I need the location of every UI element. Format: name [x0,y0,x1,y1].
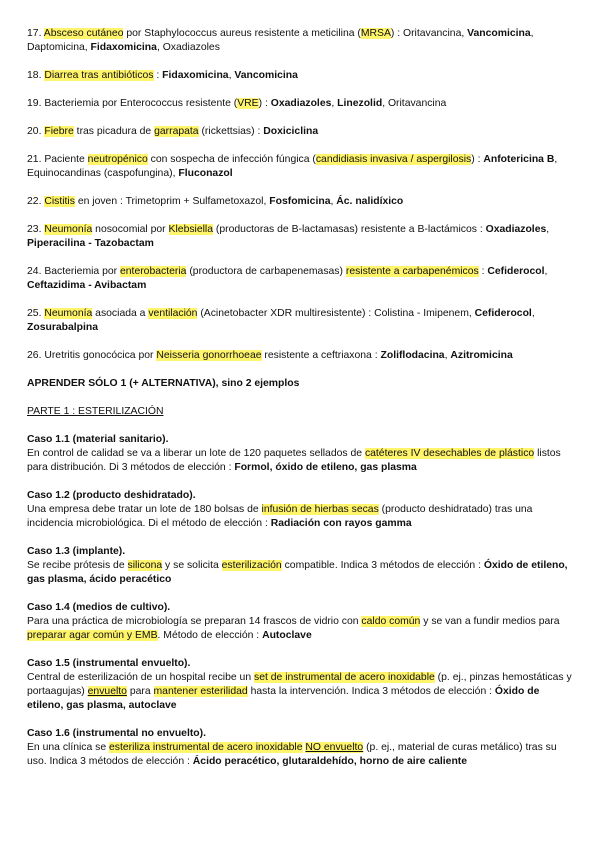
bold-answer: Fidaxomicina [162,70,229,81]
bold-answer: Vancomicina [234,70,298,81]
text-run: para [126,686,154,697]
case-title: Caso 1.3 (implante). [27,546,126,557]
text-run: (p. ej., pinzas hemostáticas y portaagujas) [27,672,572,697]
bold-answer: Linezolid [337,98,383,109]
bold-answer: Anfotericina B [483,154,555,165]
highlighted-text: candidiasis invasiva / aspergilosis [315,154,472,165]
case-body [27,741,575,769]
text-run: listos para distribución. Di 3 métodos de elección : [27,448,561,473]
text-run: por Staphylococcus aureus resistente a meticilina ( [123,28,361,39]
antibiotic-list [27,27,575,363]
text-run: , [228,70,235,81]
item-number: 23 [27,224,39,235]
bold-answer: Zosurabalpina [27,322,99,333]
bold-answer: Piperacilina - Tazobactam [27,238,154,249]
highlighted-text: resistente a carbapenémicos [345,266,479,277]
text-run: (rickettsias) : [198,126,264,137]
highlighted-text: silicona [127,560,163,571]
case-title: Caso 1.4 (medios de cultivo). [27,602,171,613]
text-run: , Equinocandinas (caspofungina), [27,154,558,179]
text-run: (Acinetobacter XDR multiresistente) : Colistina - Imipenem, [197,308,475,319]
text-run: . Método de elección : [157,630,263,641]
bold-answer: Radiación con rayos gamma [270,518,412,529]
item-number: 18 [27,70,39,81]
highlighted-text: Neisseria gonorrhoeae [156,350,262,361]
text-run: : [153,70,163,81]
highlighted-text: esteriliza instrumental de acero inoxidable [109,742,303,753]
text-run: con sospecha de infección fúngica ( [147,154,316,165]
bold-answer: Zoliflodacina [380,350,445,361]
text-run: Una empresa debe tratar un lote de 180 bolsas de [27,504,262,515]
case-title: Caso 1.5 (instrumental envuelto). [27,658,191,669]
text-run: , [546,224,550,235]
bold-answer: Fidaxomicina [90,42,157,53]
highlighted-text: enterobacteria [120,266,187,277]
highlighted-text: catéteres IV desechables de plástico [364,448,535,459]
part-title: PARTE 1 : ESTERILIZACIÓN [27,406,164,417]
text-run: , [331,98,338,109]
text-run: : [478,266,488,277]
highlighted-text: caldo común [361,616,421,627]
highlighted-text: Fiebre [44,126,74,137]
text-run: Se recibe prótesis de [27,560,128,571]
item-number: 24 [27,266,39,277]
list-item: 17. Absceso cutáneo por Staphylococcus aureus resistente a meticilina (MRSA) : Oritavancina, Vancomicina, Daptomicina, Fidaxomicina, Oxadiazoles [27,28,534,53]
bold-answer: Autoclave [262,630,312,641]
case-block [27,727,575,769]
highlighted-text: NO envuelto [305,742,364,753]
case-body [27,615,575,643]
case-title: Caso 1.2 (producto deshidratado). [27,490,196,501]
text-run: (producto deshidratado) tras una incidencia microbiológica. Di el método de elección : [27,504,533,529]
highlighted-text: Klebsiella [168,224,214,235]
bold-answer: Formol, óxido de etileno, gas plasma [234,462,417,473]
text-run: ) : Oritavancina, [390,28,468,39]
text-run: , [544,266,548,277]
document-page [27,27,575,783]
bold-answer: Doxiciclina [263,126,319,137]
bold-answer: Ácido peracético, glutaraldehído, horno de aire caliente [192,756,468,767]
bold-answer: Cefiderocol [474,308,532,319]
text-run: y se van a fundir medios para [420,616,560,627]
highlighted-text: preparar agar común y EMB [27,630,158,641]
sterilization-cases [27,433,575,769]
highlighted-text: envuelto [87,686,127,697]
text-run: hasta la intervención. Indica 3 métodos de elección : [247,686,495,697]
case-block [27,489,575,531]
text-run: En una clínica se [27,742,110,753]
highlighted-text: Absceso cutáneo [43,28,124,39]
bold-answer: Cefiderocol [487,266,545,277]
text-run: , Oxadiazoles [156,42,220,53]
item-number: 26 [27,350,39,361]
bold-answer: Azitromicina [450,350,513,361]
bold-answer: Vancomicina [467,28,531,39]
text-run: , [531,308,535,319]
text-run: , Daptomicina, [27,28,534,53]
highlighted-text: Neumonía [44,224,93,235]
text-run: tras picadura de [73,126,155,137]
text-run: , [330,196,337,207]
text-run: en joven : Trimetoprim + Sulfametoxazol, [74,196,270,207]
text-run: ) : [471,154,484,165]
highlighted-text: infusión de hierbas secas [261,504,379,515]
bold-answer: Fluconazol [178,168,233,179]
list-item: 18. Diarrea tras antibióticos : Fidaxomicina, Vancomicina [27,70,298,81]
text-run: Uretritis gonocócica por [44,350,157,361]
text-run: asociada a [92,308,149,319]
case-block [27,601,575,643]
item-number: 19 [27,98,39,109]
highlighted-text: Diarrea tras antibióticos [44,70,154,81]
bold-answer: Ác. nalidíxico [336,196,404,207]
text-run: y se solicita [162,560,222,571]
list-item: 26. Uretritis gonocócica por Neisseria gonorrhoeae resistente a ceftriaxona : Zoliflodacina, Azitromicina [27,350,513,361]
text-run: Bacteriemia por Enterococcus resistente ( [44,98,238,109]
text-run: Central de esterilización de un hospital recibe un [27,672,254,683]
highlighted-text: ventilación [148,308,198,319]
case-block [27,433,575,475]
highlighted-text: mantener esterilidad [153,686,248,697]
list-item: 23. Neumonía nosocomial por Klebsiella (productoras de B-lactamasas) resistente a B-lactámicos : Oxadiazoles, Piperacilina - Tazobactam [27,224,550,249]
bold-answer: Ceftazidima - Avibactam [27,280,147,291]
list-item: 24. Bacteriemia por enterobacteria (productora de carbapenemasas) resistente a carbapenémicos : Cefiderocol, Ceftazidima - Avibactam [27,266,548,291]
highlighted-text: MRSA [360,28,391,39]
highlighted-text: VRE [237,98,259,109]
case-block [27,545,575,587]
text-run: (productoras de B-lactamasas) resistente a B-lactámicos : [213,224,486,235]
highlighted-text: garrapata [154,126,199,137]
highlighted-text: neutropénico [87,154,148,165]
highlighted-text: set de instrumental de acero inoxidable [254,672,435,683]
text-run: Bacteriemia por [44,266,120,277]
text-run: Paciente [44,154,88,165]
item-number: 21 [27,154,39,165]
text-run: ) : [258,98,271,109]
bold-answer: Óxido de etileno, gas plasma, autoclave [27,686,540,711]
bold-answer: Oxadiazoles [485,224,547,235]
case-title: Caso 1.1 (material sanitario). [27,434,169,445]
text-run: nosocomial por [92,224,169,235]
list-item: 21. Paciente neutropénico con sospecha de infección fúngica (candidiasis invasiva / aspergilosis) : Anfotericina B, Equinocandinas (caspofungina), Fluconazol [27,154,558,179]
list-item: 25. Neumonía asociada a ventilación (Acinetobacter XDR multiresistente) : Colistina - Imipenem, Cefiderocol, Zosurabalpina [27,308,535,333]
item-number: 25 [27,308,39,319]
case-body [27,559,575,587]
item-number: 17 [27,28,39,39]
item-number: 20 [27,126,39,137]
case-body [27,447,575,475]
bold-answer: Óxido de etileno, gas plasma, ácido peracético [27,560,568,585]
highlighted-text: Neumonía [44,308,93,319]
case-body [27,671,575,713]
highlighted-text: esterilización [221,560,282,571]
bold-answer: Fosfomicina [269,196,331,207]
text-run: , Oritavancina [382,98,447,109]
text-run: , [444,350,451,361]
text-run: Para una práctica de microbiología se preparan 14 frascos de vidrio con [27,616,362,627]
text-run: compatible. Indica 3 métodos de elección : [281,560,484,571]
case-body [27,503,575,531]
bold-answer: Oxadiazoles [270,98,332,109]
case-title: Caso 1.6 (instrumental no envuelto). [27,728,206,739]
list-item: 20. Fiebre tras picadura de garrapata (rickettsias) : Doxiciclina [27,126,319,137]
list-item: 19. Bacteriemia por Enterococcus resistente (VRE) : Oxadiazoles, Linezolid, Oritavancina [27,98,447,109]
case-block [27,657,575,713]
text-run: (p. ej., material de curas metálico) tras su uso. Indica 3 métodos de elección : [27,742,557,767]
text-run: En control de calidad se va a liberar un lote de 120 paquetes sellados de [27,448,365,459]
highlighted-text: Cistitis [44,196,75,207]
text-run: (productora de carbapenemasas) [186,266,346,277]
text-run: resistente a ceftriaxona : [261,350,381,361]
item-number: 22 [27,196,39,207]
section-heading: APRENDER SÓLO 1 (+ ALTERNATIVA), sino 2 ejemplos [27,378,300,389]
list-item: 22. Cistitis en joven : Trimetoprim + Sulfametoxazol, Fosfomicina, Ác. nalidíxico [27,196,404,207]
